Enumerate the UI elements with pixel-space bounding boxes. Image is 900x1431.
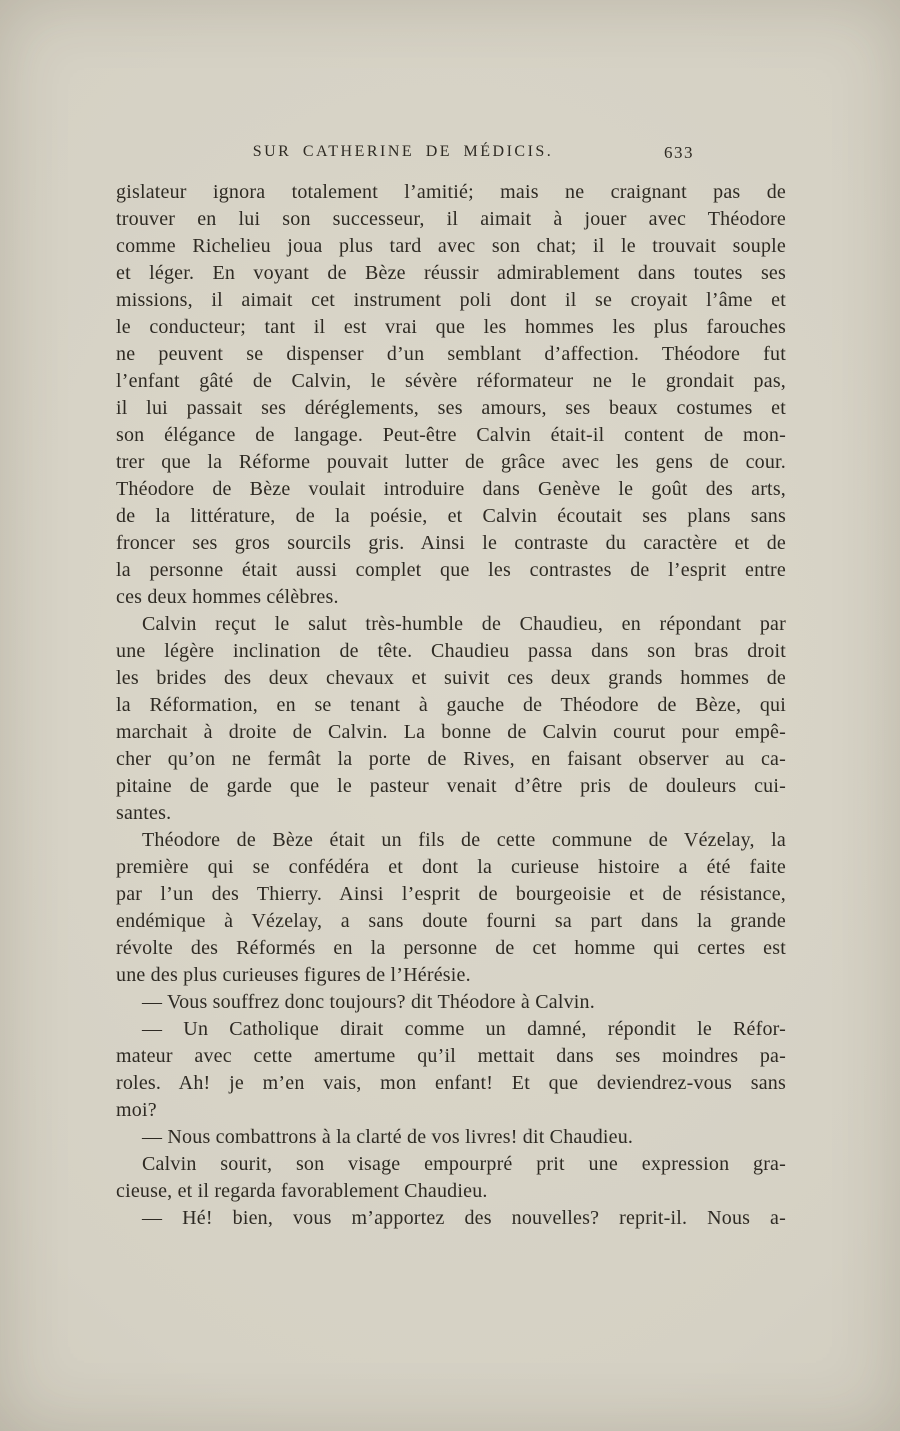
text-line: — Nous combattrons à la clarté de vos livres! dit Chaudieu.: [142, 1126, 634, 1148]
paragraph: [116, 989, 786, 1016]
text-line: mateur avec cette amertume qu’il mettait dans ses moindres pa-: [116, 1045, 786, 1067]
text-line: pitaine de garde que le pasteur venait d’être pris de douleurs cui-: [116, 775, 786, 797]
paragraph: [116, 827, 786, 989]
text-line: révolte des Réformés en la personne de cet homme qui certes est: [116, 937, 786, 959]
text-line: gislateur ignora totalement l’amitié; mais ne craignant pas de: [116, 181, 786, 203]
text-line: son élégance de langage. Peut-être Calvin était-il content de mon-: [116, 424, 786, 446]
paragraph: [116, 1016, 786, 1124]
text-line: missions, il aimait cet instrument poli dont il se croyait l’âme et: [116, 289, 786, 311]
text-line: santes.: [116, 802, 172, 824]
text-line: et léger. En voyant de Bèze réussir admirablement dans toutes ses: [116, 262, 786, 284]
text-line: froncer ses gros sourcils gris. Ainsi le contraste du caractère et de: [116, 532, 786, 554]
paragraph: [116, 179, 786, 611]
text-line: marchait à droite de Calvin. La bonne de Calvin courut pour empê-: [116, 721, 786, 743]
text-line: ne peuvent se dispenser d’un semblant d’affection. Théodore fut: [116, 343, 786, 365]
text-line: cher qu’on ne fermât la porte de Rives, en faisant observer au ca-: [116, 748, 786, 770]
text-line: Théodore de Bèze était un fils de cette commune de Vézelay, la: [142, 829, 786, 851]
paragraph: [116, 1124, 786, 1151]
page-number: 633: [664, 143, 694, 162]
text-line: moi?: [116, 1099, 157, 1121]
text-line: le conducteur; tant il est vrai que les hommes les plus farouches: [116, 316, 786, 338]
text-line: trouver en lui son successeur, il aimait à jouer avec Théodore: [116, 208, 786, 230]
text-line: ces deux hommes célèbres.: [116, 586, 339, 608]
text-block: [116, 179, 786, 1232]
paragraph: [116, 611, 786, 827]
text-line: l’enfant gâté de Calvin, le sévère réformateur ne le grondait pas,: [116, 370, 786, 392]
text-line: première qui se confédéra et dont la curieuse histoire a été faite: [116, 856, 786, 878]
text-line: cieuse, et il regarda favorablement Chaudieu.: [116, 1180, 488, 1202]
page-header: [116, 143, 786, 169]
paragraph: [116, 1151, 786, 1205]
text-line: la personne était aussi complet que les contrastes de l’esprit entre: [116, 559, 786, 581]
text-line: Théodore de Bèze voulait introduire dans Genève le goût des arts,: [116, 478, 786, 500]
text-line: une légère inclination de tête. Chaudieu passa dans son bras droit: [116, 640, 786, 662]
text-line: les brides des deux chevaux et suivit ces deux grands hommes de: [116, 667, 786, 689]
text-line: la Réformation, en se tenant à gauche de Théodore de Bèze, qui: [116, 694, 786, 716]
text-line: roles. Ah! je m’en vais, mon enfant! Et que deviendrez-vous sans: [116, 1072, 786, 1094]
text-line: une des plus curieuses figures de l’Hérésie.: [116, 964, 471, 986]
running-title: SUR CATHERINE DE MÉDICIS.: [252, 143, 554, 160]
text-line: endémique à Vézelay, a sans doute fourni sa part dans la grande: [116, 910, 786, 932]
paragraph: [116, 1205, 786, 1232]
text-line: il lui passait ses déréglements, ses amours, ses beaux costumes et: [116, 397, 786, 419]
text-line: Calvin reçut le salut très-humble de Chaudieu, en répondant par: [142, 613, 786, 635]
text-line: comme Richelieu joua plus tard avec son chat; il le trouvait souple: [116, 235, 786, 257]
text-line: — Hé! bien, vous m’apportez des nouvelles? reprit-il. Nous a-: [142, 1207, 786, 1229]
text-line: Calvin sourit, son visage empourpré prit une expression gra-: [142, 1153, 786, 1175]
text-line: trer que la Réforme pouvait lutter de grâce avec les gens de cour.: [116, 451, 786, 473]
text-line: — Vous souffrez donc toujours? dit Théodore à Calvin.: [142, 991, 595, 1013]
text-line: — Un Catholique dirait comme un damné, répondit le Réfor-: [142, 1018, 786, 1040]
text-line: par l’un des Thierry. Ainsi l’esprit de bourgeoisie et de résistance,: [116, 883, 786, 905]
text-line: de la littérature, de la poésie, et Calvin écoutait ses plans sans: [116, 505, 786, 527]
